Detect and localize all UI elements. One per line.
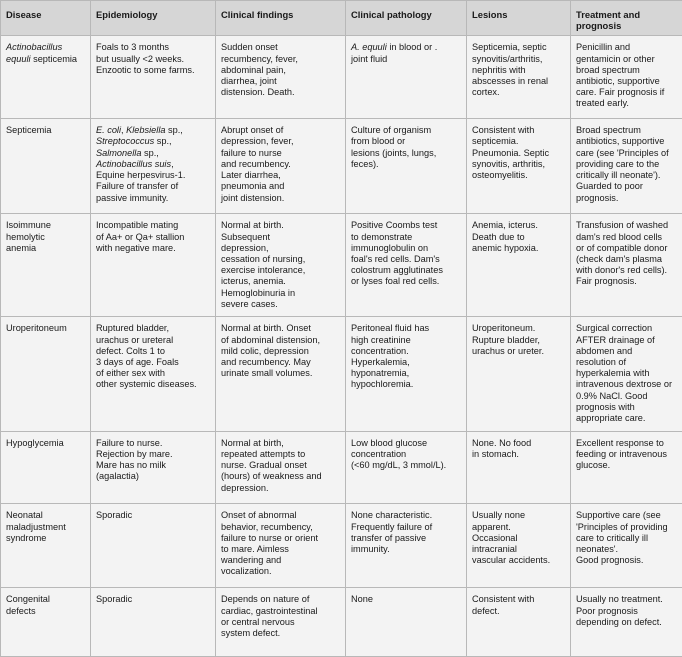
cell-treatment: Broad spectrum antibiotics, supportive care (see 'Principles of providing care to the critically ill neonate'). Guarded to poor prognosis.: [571, 119, 682, 214]
cell-clinical-findings: Abrupt onset of depression, fever, failure to nurse and recumbency. Later diarrhea, pneumonia and joint distension.: [216, 119, 346, 214]
header-epidemiology: Epidemiology: [91, 1, 216, 36]
cell-epidemiology: Sporadic: [91, 588, 216, 657]
cell-clinical-findings: Sudden onset recumbency, fever, abdominal pain, diarrhea, joint distension. Death.: [216, 36, 346, 119]
cell-epidemiology: E. coli, Klebsiella sp., Streptococcus sp., Salmonella sp., Actinobacillus suis, Equine herpesvirus-1. Failure of transfer of passive immunity.: [91, 119, 216, 214]
cell-clinical-findings: Normal at birth. Subsequent depression, cessation of nursing, exercise intolerance, icterus, anemia. Hemoglobinuria in severe cases.: [216, 214, 346, 317]
table-row: [1, 504, 682, 588]
cell-clinical-findings: Normal at birth, repeated attempts to nurse. Gradual onset (hours) of weakness and depression.: [216, 431, 346, 504]
cell-epidemiology: Foals to 3 months but usually <2 weeks. Enzootic to some farms.: [91, 36, 216, 119]
cell-lesions: Consistent with defect.: [467, 588, 571, 657]
cell-lesions: Usually none apparent. Occasional intracranial vascular accidents.: [467, 504, 571, 588]
table-row: [1, 36, 682, 119]
cell-disease: Septicemia: [1, 119, 91, 214]
cell-disease: Neonatal maladjustment syndrome: [1, 504, 91, 588]
cell-epidemiology: Failure to nurse. Rejection by mare. Mare has no milk (agalactia): [91, 431, 216, 504]
table-row: [1, 431, 682, 504]
header-clinical-pathology: Clinical pathology: [346, 1, 467, 36]
cell-clinical-findings: Normal at birth. Onset of abdominal distension, mild colic, depression and recumbency. May urinate small volumes.: [216, 317, 346, 431]
cell-lesions: Consistent with septicemia. Pneumonia. Septic synovitis, arthritis, osteomyelitis.: [467, 119, 571, 214]
cell-disease: Hypoglycemia: [1, 431, 91, 504]
cell-epidemiology: Ruptured bladder, urachus or ureteral defect. Colts 1 to 3 days of age. Foals of either sex with other systemic diseases.: [91, 317, 216, 431]
header-disease: Disease: [1, 1, 91, 36]
cell-clinical-pathology: None: [346, 588, 467, 657]
cell-treatment: Excellent response to feeding or intravenous glucose.: [571, 431, 682, 504]
header-clinical-findings: Clinical findings: [216, 1, 346, 36]
cell-disease: Actinobacillus equuli septicemia: [1, 36, 91, 119]
cell-lesions: Anemia, icterus. Death due to anemic hypoxia.: [467, 214, 571, 317]
cell-disease: Congenital defects: [1, 588, 91, 657]
cell-clinical-findings: Depends on nature of cardiac, gastrointestinal or central nervous system defect.: [216, 588, 346, 657]
cell-treatment: Transfusion of washed dam's red blood cells or of compatible donor (check dam's plasma with donor's red cells). Fair prognosis.: [571, 214, 682, 317]
cell-treatment: Supportive care (see 'Principles of providing care to critically ill neonates'. Good prognosis.: [571, 504, 682, 588]
table-row: [1, 588, 682, 657]
cell-treatment: Penicillin and gentamicin or other broad spectrum antibiotic, supportive care. Fair prognosis if treated early.: [571, 36, 682, 119]
table-row: [1, 119, 682, 214]
cell-clinical-findings: Onset of abnormal behavior, recumbency, failure to nurse or orient to mare. Aimless wandering and vocalization.: [216, 504, 346, 588]
cell-clinical-pathology: Peritoneal fluid has high creatinine concentration. Hyperkalemia, hyponatremia, hypochloremia.: [346, 317, 467, 431]
table-row: [1, 317, 682, 431]
cell-lesions: Uroperitoneum. Rupture bladder, urachus or ureter.: [467, 317, 571, 431]
cell-treatment: Surgical correction AFTER drainage of abdomen and resolution of hyperkalemia with intravenous dextrose or 0.9% NaCl. Good prognosis with appropriate care.: [571, 317, 682, 431]
cell-epidemiology: Incompatible mating of Aa+ or Qa+ stallion with negative mare.: [91, 214, 216, 317]
cell-disease: Uroperitoneum: [1, 317, 91, 431]
header-lesions: Lesions: [467, 1, 571, 36]
cell-disease: Isoimmune hemolytic anemia: [1, 214, 91, 317]
header-row: [1, 1, 682, 36]
cell-clinical-pathology: Positive Coombs test to demonstrate immunoglobulin on foal's red cells. Dam's colostrum agglutinates or lyses foal red cells.: [346, 214, 467, 317]
cell-clinical-pathology: A. equuli in blood or . joint fluid: [346, 36, 467, 119]
table-row: [1, 214, 682, 317]
cell-lesions: None. No food in stomach.: [467, 431, 571, 504]
cell-clinical-pathology: None characteristic. Frequently failure of transfer of passive immunity.: [346, 504, 467, 588]
header-treatment: Treatment and prognosis: [571, 1, 682, 36]
cell-lesions: Septicemia, septic synovitis/arthritis, nephritis with abscesses in renal cortex.: [467, 36, 571, 119]
cell-clinical-pathology: Low blood glucose concentration (<60 mg/dL, 3 mmol/L).: [346, 431, 467, 504]
cell-treatment: Usually no treatment. Poor prognosis depending on defect.: [571, 588, 682, 657]
cell-clinical-pathology: Culture of organism from blood or lesions (joints, lungs, feces).: [346, 119, 467, 214]
cell-epidemiology: Sporadic: [91, 504, 216, 588]
